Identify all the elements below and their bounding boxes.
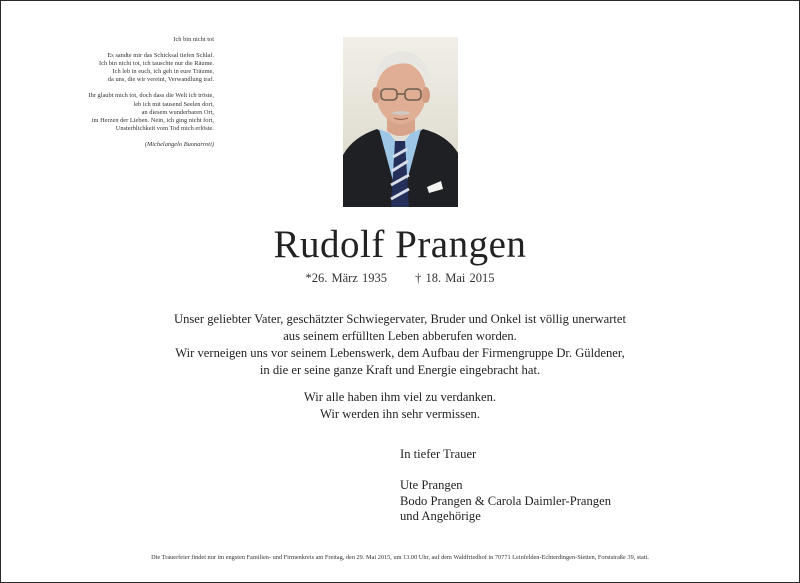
poem — [40, 36, 214, 149]
poem-line: da uns, die wir vereint, Verwandlung traf. — [107, 76, 214, 84]
closing-line: Wir werden ihn sehr vermissen. — [319, 407, 481, 421]
death-date: † 18. Mai 2015 — [415, 271, 495, 285]
deceased-name: Rudolf Prangen — [273, 223, 527, 266]
message-line: in die er seine ganze Kraft und Energie eingebracht hat. — [259, 363, 541, 377]
poem-author: (Michelangelo Buonarroti) — [144, 140, 214, 148]
birth-date: *26. März 1935 — [305, 271, 387, 285]
signature-line: Ute Prangen — [400, 478, 463, 492]
message-line: aus seinem erfüllten Leben abberufen worden. — [283, 329, 517, 343]
portrait-illustration — [343, 37, 458, 207]
message-line: Unser geliebter Vater, geschätzter Schwiegervater, Bruder und Onkel ist völlig unerwartet — [174, 312, 626, 326]
poem-line: Ich bin nicht tot, ich tauschte nur die Räume. — [98, 60, 214, 68]
closing-line: Wir alle haben ihm viel zu verdanken. — [303, 390, 497, 404]
signature-line: und Angehörige — [400, 509, 481, 523]
signature-line: Bodo Prangen & Carola Daimler-Prangen — [400, 493, 611, 508]
poem-line: leb ich mit tausend Seelen dort, — [133, 100, 214, 108]
signatures — [400, 478, 611, 525]
poem-line: an diesem wunderbaren Ort, — [141, 108, 214, 116]
obituary-message — [0, 311, 800, 379]
poem-title: Ich bin nicht tot — [173, 36, 214, 43]
poem-stanza — [40, 92, 214, 132]
poem-line: im Herzen der Lieben. Nein, ich ging nicht fort, — [91, 116, 214, 124]
life-dates — [0, 271, 800, 286]
mourning-line: In tiefer Trauer — [400, 447, 477, 461]
poem-line: Ich leb in euch, ich geh in eure Träume, — [112, 68, 214, 76]
poem-line: Es sandte mir das Schicksal tiefen Schlaf. — [107, 52, 214, 60]
funeral-notice: Die Trauerfeier findet nur im engsten Familien- und Firmenkreis am Freitag, den 29. Mai 2015, um 13.00 Uhr, auf dem Waldfriedhof in 70771 Leinfelden-Echterdingen-Stetten, Forststraße 39, statt. — [151, 554, 649, 561]
poem-stanza — [40, 52, 214, 84]
portrait-photo — [343, 37, 458, 207]
closing-message — [0, 389, 800, 423]
poem-line: Ihr glaubt mich tot, doch dass die Welt ich tröste, — [88, 92, 214, 100]
message-line: Wir verneigen uns vor seinem Lebenswerk, dem Aufbau der Firmengruppe Dr. Güldener, — [175, 346, 625, 360]
poem-line: Unsterblichkeit vom Tod mich erlöste. — [115, 124, 214, 132]
